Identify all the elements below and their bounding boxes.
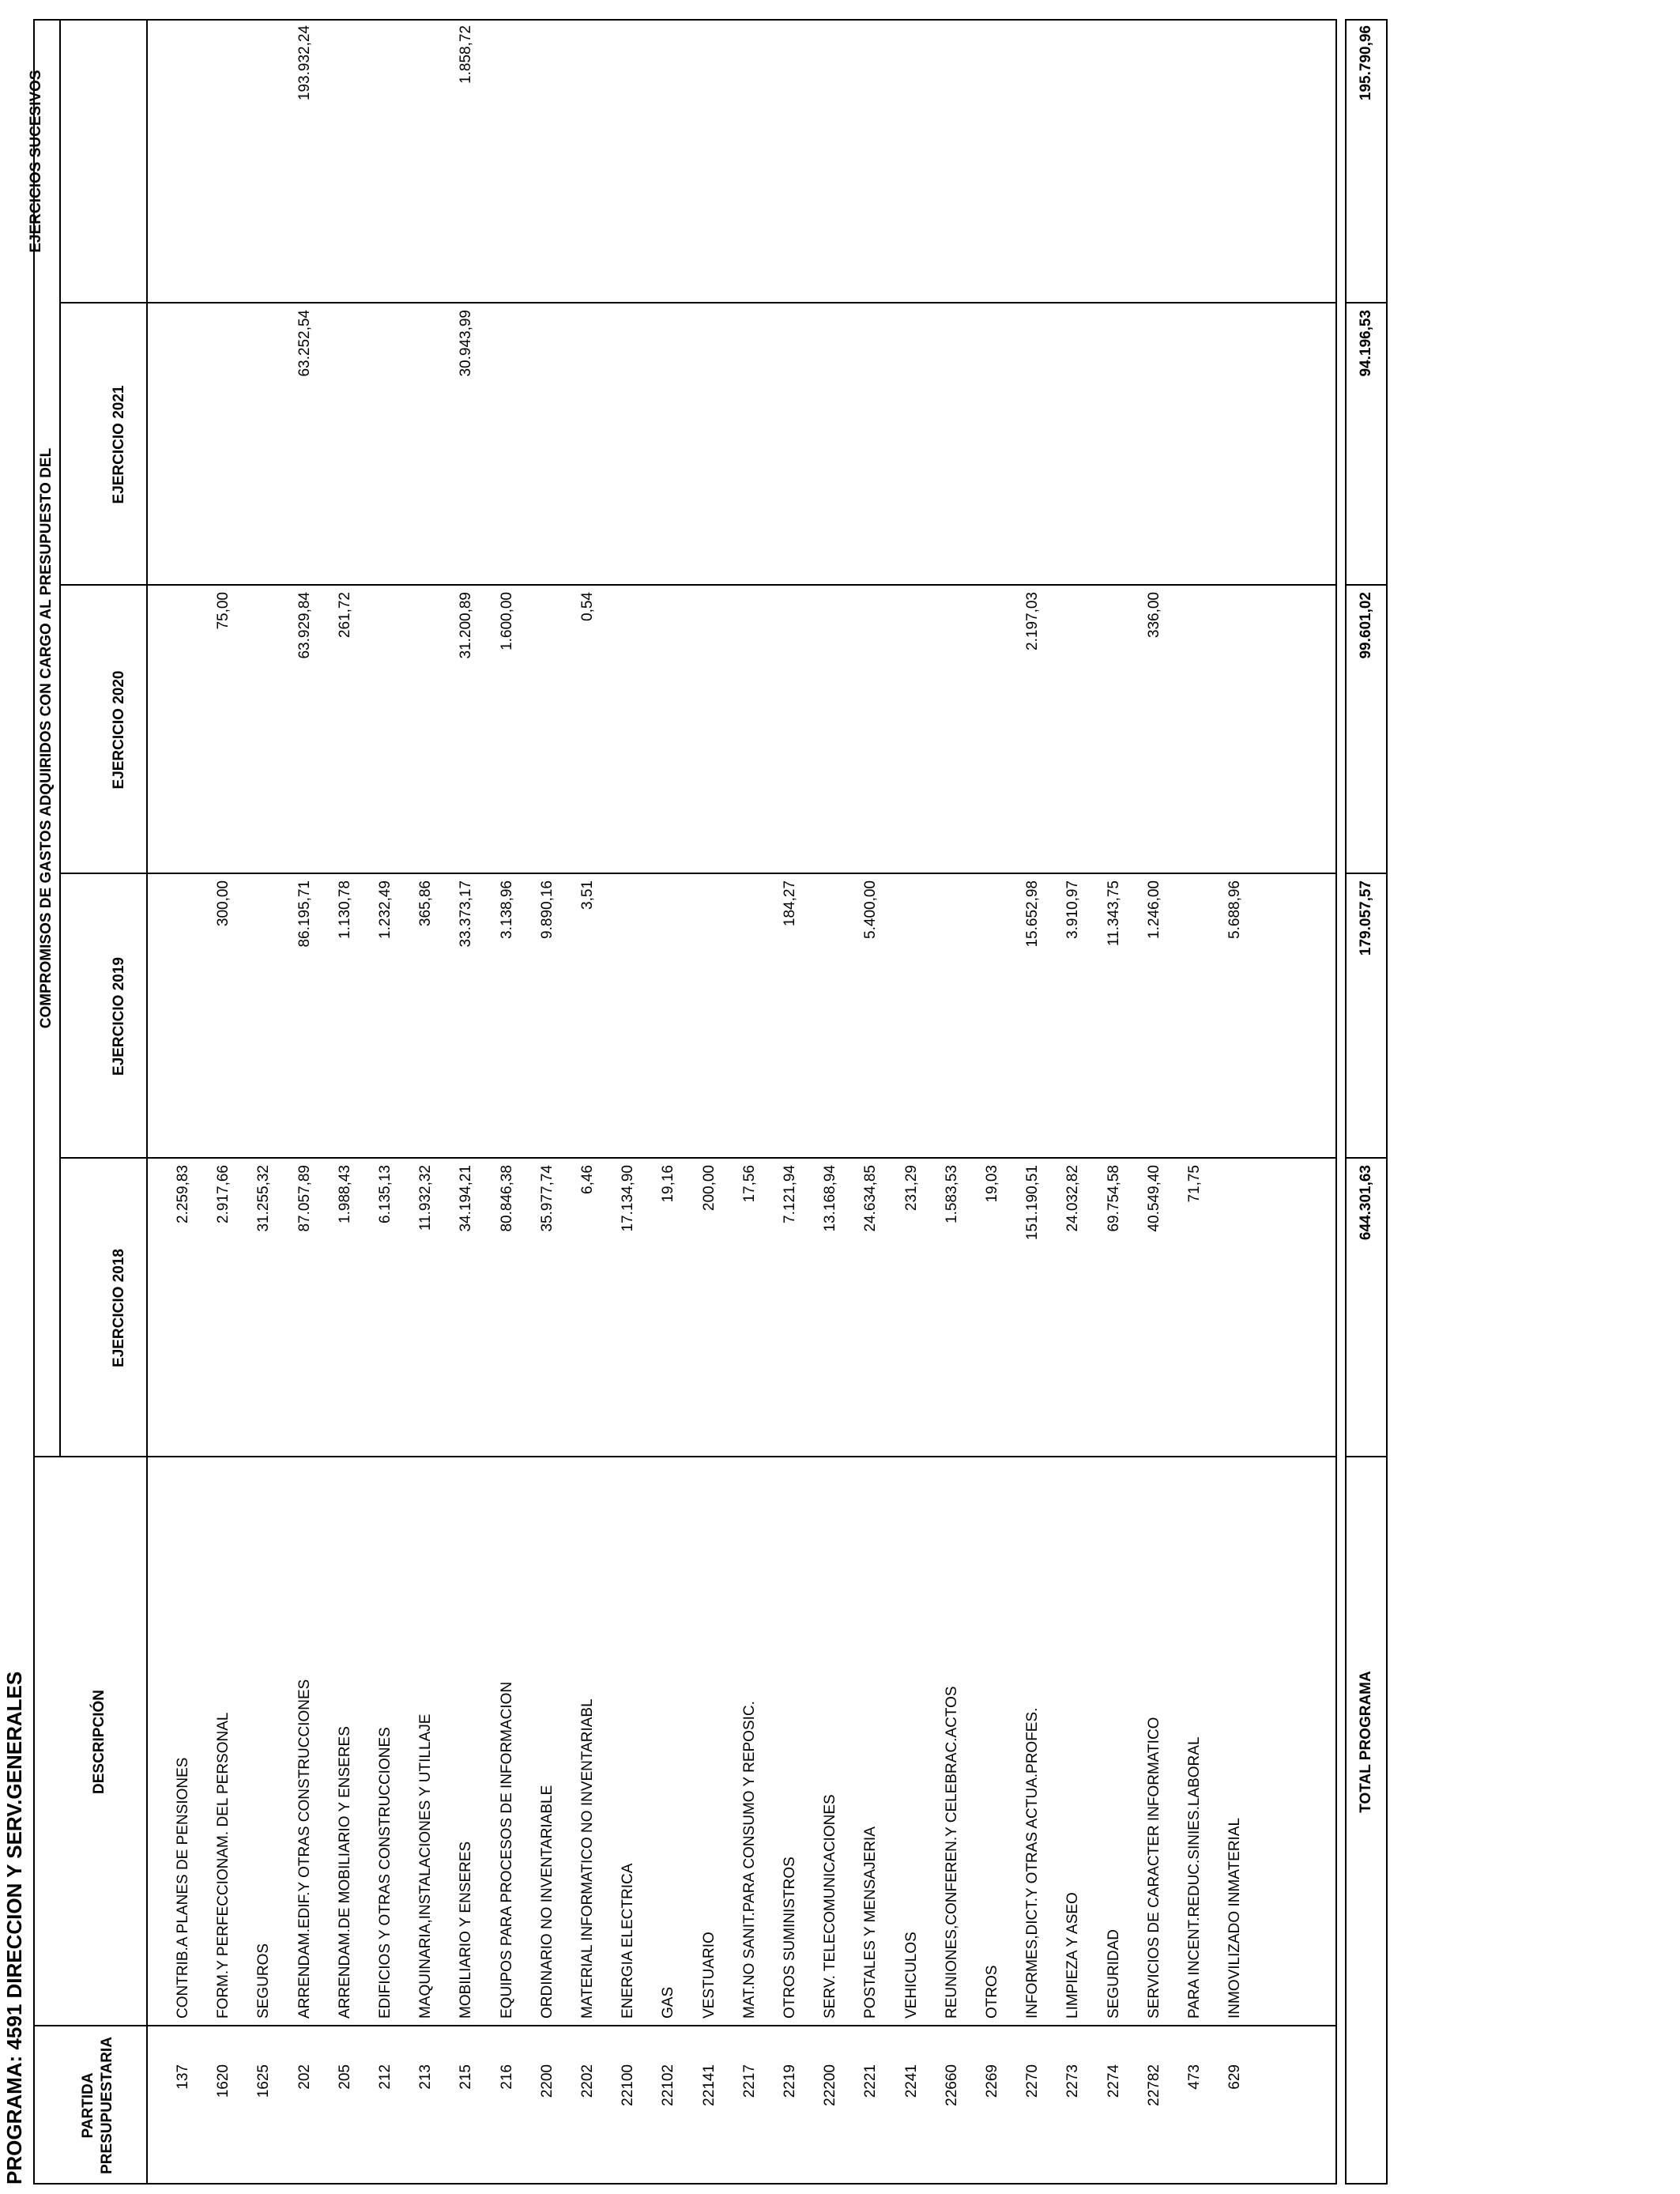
header-ej2020: EJERCICIO 2020 xyxy=(111,670,127,790)
partida-code: 2274 xyxy=(1106,2064,1122,2098)
ejercicio-2020-value xyxy=(649,592,688,873)
ejercicio-2021-value xyxy=(973,310,1012,584)
partida-code: 212 xyxy=(377,2064,394,2090)
header-partida-line1: PARTIDA xyxy=(80,2072,96,2139)
col-divider xyxy=(1345,873,1388,874)
ejercicio-2019-value: 15.652,98 xyxy=(1024,880,1041,948)
ejercicio-2021-value xyxy=(488,310,527,584)
partida-code: 213 xyxy=(417,2064,434,2090)
ejercicios-sucesivos-value xyxy=(1013,25,1053,302)
ejercicios-sucesivos-value xyxy=(528,25,567,302)
descripcion-text: SEGUROS xyxy=(255,1943,272,2019)
ejercicio-2020-value xyxy=(1053,592,1093,873)
col-divider xyxy=(1345,584,1388,586)
ejercicio-2019-value: 184,27 xyxy=(782,880,798,927)
partida-code: 2217 xyxy=(741,2064,758,2098)
ejercicios-sucesivos-value xyxy=(1094,25,1134,302)
ejercicio-2020-value xyxy=(892,592,932,873)
ejercicio-2018-value: 6,46 xyxy=(579,1165,596,1194)
ejercicio-2019-value: 3.910,97 xyxy=(1064,880,1081,939)
ejercicios-sucesivos-value: 1.858,72 xyxy=(458,25,474,84)
ejercicios-sucesivos-value xyxy=(649,25,688,302)
ejercicio-2019-value: 300,00 xyxy=(215,880,232,927)
ejercicio-2021-value xyxy=(528,310,567,584)
ejercicio-2019-value xyxy=(932,880,972,1157)
ejercicio-2018-value: 1.583,53 xyxy=(944,1165,960,1223)
header-ej2019: EJERCICIO 2019 xyxy=(111,957,127,1076)
ejercicio-2021-value xyxy=(932,310,972,584)
ejercicio-2018-value: 69.754,58 xyxy=(1106,1165,1122,1232)
ejercicio-2019-value: 365,86 xyxy=(417,880,434,927)
ejercicio-2019-value: 3.138,96 xyxy=(499,880,515,939)
ejercicio-2018-value: 11.932,32 xyxy=(417,1165,434,1231)
ejercicios-sucesivos-value xyxy=(973,25,1012,302)
ejercicios-sucesivos-value xyxy=(204,25,243,302)
ejercicio-2020-value: 75,00 xyxy=(215,592,232,630)
partida-code: 2219 xyxy=(782,2064,798,2098)
ejercicio-2020-value xyxy=(973,592,1012,873)
descripcion-text: EQUIPOS PARA PROCESOS DE INFORMACION xyxy=(499,1681,515,2019)
ejercicio-2019-value: 5.688,96 xyxy=(1226,880,1243,939)
ejercicios-sucesivos-value xyxy=(1175,25,1215,302)
ejercicio-2020-value: 0,54 xyxy=(579,592,596,621)
partida-code: 22100 xyxy=(620,2064,636,2106)
ejercicio-2018-value: 19,03 xyxy=(984,1165,1000,1203)
ejercicio-2018-value: 87.057,89 xyxy=(296,1165,313,1232)
ejercicio-2019-value: 9.890,16 xyxy=(539,880,556,939)
descripcion-text: EDIFICIOS Y OTRAS CONSTRUCCIONES xyxy=(377,1727,394,2019)
partida-code: 22660 xyxy=(944,2064,960,2106)
ejercicio-2018-value: 200,00 xyxy=(701,1165,718,1212)
ejercicio-2020-value xyxy=(811,592,850,873)
ejercicio-2021-value xyxy=(406,310,446,584)
descripcion-text: SERVICIOS DE CARACTER INFORMATICO xyxy=(1146,1717,1162,2019)
ejercicio-2019-value xyxy=(690,880,729,1157)
ejercicio-2019-value xyxy=(164,880,203,1157)
descripcion-text: MAT.NO SANIT.PARA CONSUMO Y REPOSIC. xyxy=(741,1701,758,2019)
total-2018: 644.301,63 xyxy=(1358,1165,1374,1241)
ejercicios-sucesivos-value xyxy=(406,25,446,302)
ejercicio-2018-value xyxy=(1215,1165,1255,1456)
ejercicio-2021-value: 63.252,54 xyxy=(296,310,313,377)
ejercicio-2018-value: 24.634,85 xyxy=(862,1165,879,1232)
ejercicio-2018-value: 1.988,43 xyxy=(337,1165,353,1223)
ejercicios-sucesivos-value xyxy=(488,25,527,302)
header-bottom-line xyxy=(146,19,148,2185)
descripcion-text: INFORMES,DICT.Y OTRAS ACTUA.PROFES. xyxy=(1024,1707,1041,2019)
ejercicio-2021-value xyxy=(1053,310,1093,584)
ejercicio-2019-value xyxy=(608,880,648,1157)
header-descripcion: DESCRIPCIÓN xyxy=(91,1690,107,1794)
total-sucesivos: 195.790,96 xyxy=(1358,25,1374,101)
ejercicio-2020-value xyxy=(932,592,972,873)
ejercicio-2019-value xyxy=(244,880,284,1157)
col-divider xyxy=(33,2025,1337,2026)
ejercicio-2018-value: 2.917,66 xyxy=(215,1165,232,1223)
ejercicio-2021-value xyxy=(1094,310,1134,584)
ejercicios-sucesivos-value: 193.932,24 xyxy=(296,25,313,101)
ejercicio-2020-value xyxy=(851,592,891,873)
partida-code: 205 xyxy=(337,2064,353,2090)
col-divider xyxy=(59,584,1337,586)
ejercicio-2019-value: 1.246,00 xyxy=(1146,880,1162,939)
ejercicio-2020-value xyxy=(164,592,203,873)
ejercicio-2020-value: 31.200,89 xyxy=(458,592,474,659)
partida-code: 215 xyxy=(458,2064,474,2090)
descripcion-text: ORDINARIO NO INVENTARIABLE xyxy=(539,1785,556,2019)
ejercicio-2018-value: 40.549,40 xyxy=(1146,1165,1162,1232)
ejercicio-2018-value: 34.194,21 xyxy=(458,1165,474,1232)
ejercicio-2020-value xyxy=(730,592,770,873)
total-2021: 94.196,53 xyxy=(1358,310,1374,377)
partida-code: 2200 xyxy=(539,2064,556,2098)
ejercicio-2020-value xyxy=(770,592,810,873)
ejercicios-sucesivos-value xyxy=(690,25,729,302)
descripcion-text: INMOVILIZADO INMATERIAL xyxy=(1226,1817,1243,2019)
ejercicio-2020-value xyxy=(528,592,567,873)
ejercicios-sucesivos-value xyxy=(326,25,365,302)
ejercicio-2020-value: 1.600,00 xyxy=(499,592,515,650)
total-label: TOTAL PROGRAMA xyxy=(1358,1671,1374,1813)
partida-code: 202 xyxy=(296,2064,313,2090)
partida-code: 2241 xyxy=(903,2064,920,2098)
col-divider xyxy=(59,302,1337,303)
total-2019: 179.057,57 xyxy=(1358,880,1374,956)
descripcion-text: OTROS xyxy=(984,1965,1000,2019)
ejercicio-2021-value xyxy=(1215,310,1255,584)
ejercicios-sucesivos-value xyxy=(770,25,810,302)
descripcion-text: VEHICULOS xyxy=(903,1932,920,2019)
partida-code: 473 xyxy=(1186,2064,1203,2090)
partida-code: 216 xyxy=(499,2064,515,2090)
ejercicio-2020-value xyxy=(690,592,729,873)
ejercicios-sucesivos-value xyxy=(1053,25,1093,302)
ejercicio-2019-value xyxy=(973,880,1012,1157)
ejercicios-sucesivos-value xyxy=(892,25,932,302)
ejercicio-2019-value: 86.195,71 xyxy=(296,880,313,948)
descripcion-text: PARA INCENT.REDUC.SINIES.LABORAL xyxy=(1186,1736,1203,2019)
ejercicio-2021-value: 30.943,99 xyxy=(458,310,474,377)
ejercicio-2018-value: 19,16 xyxy=(660,1165,676,1203)
partida-code: 22200 xyxy=(822,2064,838,2106)
ejercicio-2021-value xyxy=(690,310,729,584)
ejercicio-2021-value xyxy=(244,310,284,584)
ejercicios-sucesivos-value xyxy=(1135,25,1174,302)
col-divider xyxy=(59,873,1337,874)
ejercicios-sucesivos-value xyxy=(568,25,608,302)
ejercicio-2020-value xyxy=(1215,592,1255,873)
ejercicio-2020-value xyxy=(366,592,405,873)
descripcion-text: POSTALES Y MENSAJERIA xyxy=(862,1826,879,2019)
ejercicio-2020-value xyxy=(406,592,446,873)
ejercicio-2021-value xyxy=(164,310,203,584)
partida-code: 22141 xyxy=(701,2064,718,2106)
ejercicio-2021-value xyxy=(770,310,810,584)
ejercicio-2018-value: 71,75 xyxy=(1186,1165,1203,1203)
ejercicio-2019-value xyxy=(811,880,850,1157)
ejercicio-2019-value: 33.373,17 xyxy=(458,880,474,948)
ejercicios-sucesivos-value xyxy=(1215,25,1255,302)
page-title: PROGRAMA: 4591 DIRECCION Y SERV.GENERALES xyxy=(2,1671,26,2185)
partida-code: 1625 xyxy=(255,2064,272,2098)
ejercicio-2018-value: 80.846,38 xyxy=(499,1165,515,1232)
col-divider xyxy=(1345,1456,1388,1457)
descripcion-text: MAQUINARIA,INSTALACIONES Y UTILLAJE xyxy=(417,1713,434,2019)
ejercicio-2021-value xyxy=(1013,310,1053,584)
header-ej2021: EJERCICIO 2021 xyxy=(111,385,127,504)
ejercicio-2019-value: 11.343,75 xyxy=(1106,880,1122,947)
ejercicio-2021-value xyxy=(366,310,405,584)
descripcion-text: MATERIAL INFORMATICO NO INVENTARIABL xyxy=(579,1698,596,2019)
descripcion-text: SERV. TELECOMUNICACIONES xyxy=(822,1794,838,2019)
ejercicio-2021-value xyxy=(892,310,932,584)
partida-code: 137 xyxy=(175,2064,191,2090)
ejercicio-2019-value: 1.130,78 xyxy=(337,880,353,939)
descripcion-text: FORM.Y PERFECCIONAM. DEL PERSONAL xyxy=(215,1712,232,2019)
ejercicio-2019-value: 1.232,49 xyxy=(377,880,394,939)
header-group: COMPROMISOS DE GASTOS ADQUIRIDOS CON CARGO AL PRESUPUESTO DEL xyxy=(38,447,55,1029)
partida-code: 2221 xyxy=(862,2064,879,2098)
ejercicio-2019-value xyxy=(730,880,770,1157)
ejercicio-2019-value: 5.400,00 xyxy=(862,880,879,939)
partida-code: 22782 xyxy=(1146,2064,1162,2106)
partida-code: 2270 xyxy=(1024,2064,1041,2098)
ejercicio-2020-value: 63.929,84 xyxy=(296,592,313,659)
descripcion-text: ENERGIA ELECTRICA xyxy=(620,1863,636,2019)
partida-code: 2269 xyxy=(984,2064,1000,2098)
ejercicio-2018-value: 17,56 xyxy=(741,1165,758,1203)
ejercicios-sucesivos-value xyxy=(608,25,648,302)
ejercicios-sucesivos-value xyxy=(932,25,972,302)
header-divider xyxy=(59,19,61,1457)
ejercicio-2018-value: 6.135,13 xyxy=(377,1165,394,1223)
ejercicio-2020-value: 261,72 xyxy=(337,592,353,639)
ejercicio-2018-value: 151.190,51 xyxy=(1024,1165,1041,1241)
ejercicio-2018-value: 35.977,74 xyxy=(539,1165,556,1232)
ejercicio-2020-value: 336,00 xyxy=(1146,592,1162,639)
col-divider xyxy=(33,1456,1337,1457)
descripcion-text: GAS xyxy=(660,1986,676,2019)
ejercicio-2018-value: 31.255,32 xyxy=(255,1165,272,1232)
descripcion-text: ARRENDAM.EDIF.Y OTRAS CONSTRUCCIONES xyxy=(296,1679,313,2019)
ejercicio-2021-value xyxy=(730,310,770,584)
descripcion-text: MOBILIARIO Y ENSERES xyxy=(458,1841,474,2019)
header-ej2018: EJERCICIO 2018 xyxy=(111,1249,127,1367)
partida-code: 22102 xyxy=(660,2064,676,2106)
ejercicio-2020-value xyxy=(1094,592,1134,873)
partida-code: 2273 xyxy=(1064,2064,1081,2098)
ejercicio-2020-value: 2.197,03 xyxy=(1024,592,1041,650)
descripcion-text: LIMPIEZA Y ASEO xyxy=(1064,1892,1081,2019)
ejercicio-2021-value xyxy=(851,310,891,584)
ejercicio-2021-value xyxy=(204,310,243,584)
descripcion-text: CONTRIB.A PLANES DE PENSIONES xyxy=(175,1757,191,2019)
descripcion-text: SEGURIDAD xyxy=(1106,1929,1122,2019)
ejercicios-sucesivos-value xyxy=(244,25,284,302)
ejercicios-sucesivos-value xyxy=(164,25,203,302)
col-divider xyxy=(1345,302,1388,303)
ejercicio-2018-value: 2.259,83 xyxy=(175,1165,191,1223)
ejercicios-sucesivos-value xyxy=(811,25,850,302)
ejercicio-2021-value xyxy=(1135,310,1174,584)
ejercicio-2019-value xyxy=(649,880,688,1157)
col-divider xyxy=(1345,1157,1388,1159)
ejercicio-2018-value: 231,29 xyxy=(903,1165,920,1212)
descripcion-text: VESTUARIO xyxy=(701,1932,718,2019)
header-partida xyxy=(79,2028,117,2183)
descripcion-text: ARRENDAM.DE MOBILIARIO Y ENSERES xyxy=(337,1726,353,2019)
descripcion-text: REUNIONES,CONFEREN.Y CELEBRAC.ACTOS xyxy=(944,1686,960,2019)
ejercicio-2021-value xyxy=(608,310,648,584)
ejercicio-2021-value xyxy=(811,310,850,584)
partida-code: 1620 xyxy=(215,2064,232,2098)
ejercicios-sucesivos-value xyxy=(366,25,405,302)
ejercicio-2021-value xyxy=(326,310,365,584)
ejercicios-sucesivos-value xyxy=(730,25,770,302)
ejercicio-2019-value xyxy=(892,880,932,1157)
ejercicio-2020-value xyxy=(1175,592,1215,873)
ejercicio-2021-value xyxy=(568,310,608,584)
ejercicio-2020-value xyxy=(244,592,284,873)
ejercicio-2018-value: 17.134,90 xyxy=(620,1165,636,1232)
ejercicio-2018-value: 24.032,82 xyxy=(1064,1165,1081,1232)
header-partida-line2: PRESUPUESTARIA xyxy=(99,2037,115,2174)
partida-code: 629 xyxy=(1226,2064,1243,2090)
descripcion-text: OTROS SUMINISTROS xyxy=(782,1857,798,2019)
ejercicio-2018-value: 13.168,94 xyxy=(822,1165,838,1232)
partida-code: 2202 xyxy=(579,2064,596,2098)
ejercicio-2020-value xyxy=(608,592,648,873)
ejercicio-2021-value xyxy=(649,310,688,584)
ejercicios-sucesivos-value xyxy=(851,25,891,302)
ejercicio-2019-value xyxy=(1175,880,1215,1157)
ejercicio-2019-value: 3,51 xyxy=(579,880,596,910)
col-divider xyxy=(59,1157,1337,1159)
total-2020: 99.601,02 xyxy=(1358,592,1374,659)
header-sucesivos: EJERCICIOS SUCESIVOS xyxy=(28,70,44,253)
ejercicio-2018-value: 7.121,94 xyxy=(782,1165,798,1223)
ejercicio-2021-value xyxy=(1175,310,1215,584)
